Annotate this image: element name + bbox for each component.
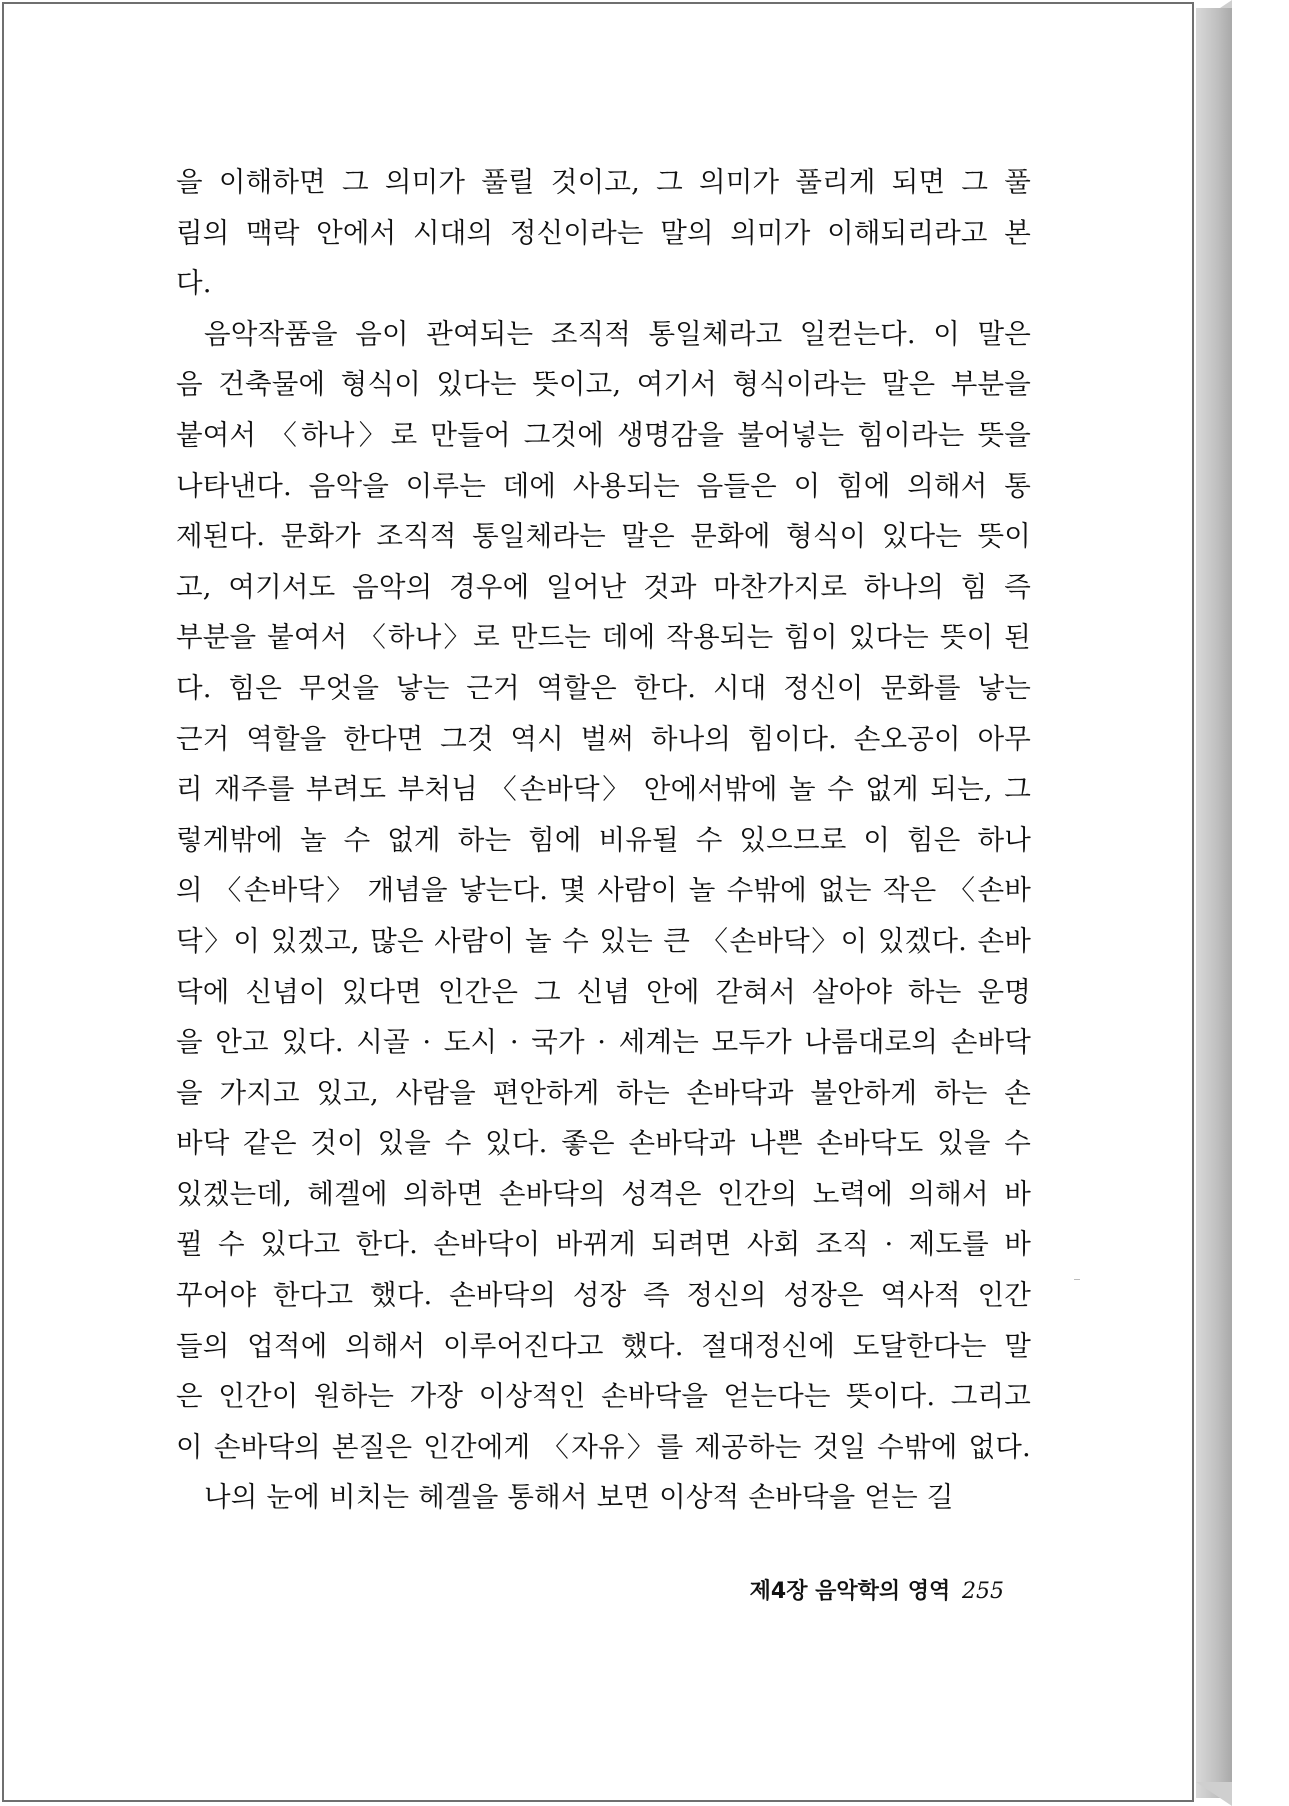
text-line: 렇게밖에 놀 수 없게 하는 힘에 비유될 수 있으므로 이 힘은 하나 [176, 823, 1031, 856]
text-line: 다. [176, 267, 212, 300]
scan-speck [1074, 1279, 1080, 1280]
text-line: 붙여서 〈하나〉로 만들어 그것에 생명감을 불어넣는 힘이라는 뜻을 [176, 418, 1031, 451]
text-line: 뀔 수 있다고 한다. 손바닥이 바뀌게 되려면 사회 조직 · 제도를 바 [176, 1228, 1031, 1261]
text-line: 음 건축물에 형식이 있다는 뜻이고, 여기서 형식이라는 말은 부분을 [176, 368, 1031, 401]
text-line: 나타낸다. 음악을 이루는 데에 사용되는 음들은 이 힘에 의해서 통 [176, 469, 1031, 502]
text-line: 있겠는데, 헤겔에 의하면 손바닥의 성격은 인간의 노력에 의해서 바 [176, 1177, 1031, 1210]
page-stack-bottom [1196, 1782, 1232, 1806]
text-line: 바닥 같은 것이 있을 수 있다. 좋은 손바닥과 나쁜 손바닥도 있을 수 [176, 1127, 1031, 1160]
text-line: 은 인간이 원하는 가장 이상적인 손바닥을 얻는다는 뜻이다. 그리고 [176, 1380, 1031, 1413]
text-line: 을 이해하면 그 의미가 풀릴 것이고, 그 의미가 풀리게 되면 그 풀 [176, 166, 1031, 198]
body-text [176, 157, 1031, 1523]
text-line: 꾸어야 한다고 했다. 손바닥의 성장 즉 정신의 성장은 역사적 인간 [176, 1279, 1031, 1312]
text-line: 들의 업적에 의해서 이루어진다고 했다. 절대정신에 도달한다는 말 [176, 1329, 1031, 1362]
text-line: 다. 힘은 무엇을 낳는 근거 역할은 한다. 시대 정신이 문화를 낳는 [176, 671, 1031, 704]
text-line: 근거 역할을 한다면 그것 역시 벌써 하나의 힘이다. 손오공이 아무 [176, 722, 1031, 755]
text-line: 제된다. 문화가 조직적 통일체라는 말은 문화에 형식이 있다는 뜻이 [176, 520, 1031, 553]
text-line: 을 가지고 있고, 사람을 편안하게 하는 손바닥과 불안하게 하는 손 [176, 1076, 1031, 1109]
book-page [2, 2, 1194, 1802]
text-line: 의 〈손바닥〉 개념을 낳는다. 몇 사람이 놀 수밖에 없는 작은 〈손바 [176, 874, 1031, 907]
chapter-title: 제4장 음악학의 영역 [749, 1579, 951, 1604]
text-line: 림의 맥락 안에서 시대의 정신이라는 말의 의미가 이해되리라고 본 [176, 216, 1031, 249]
text-line: 이 손바닥의 본질은 인간에게 〈자유〉를 제공하는 것일 수밖에 없다. [176, 1430, 1031, 1463]
text-line: 나의 눈에 비치는 헤겔을 통해서 보면 이상적 손바닥을 얻는 길 [204, 1481, 954, 1514]
page-stack-edge [1196, 8, 1232, 1798]
text-line: 닥〉이 있겠고, 많은 사람이 놀 수 있는 큰 〈손바닥〉이 있겠다. 손바 [176, 924, 1031, 957]
text-line: 부분을 붙여서 〈하나〉로 만드는 데에 작용되는 힘이 있다는 뜻이 된 [176, 621, 1031, 654]
text-line: 고, 여기서도 음악의 경우에 일어난 것과 마찬가지로 하나의 힘 즉 [176, 570, 1031, 603]
text-line: 닥에 신념이 있다면 인간은 그 신념 안에 갇혀서 살아야 하는 운명 [176, 975, 1031, 1008]
text-line: 음악작품을 음이 관여되는 조직적 통일체라고 일컫는다. 이 말은 [204, 317, 1031, 350]
running-footer [704, 1574, 1004, 1605]
text-line: 리 재주를 부려도 부처님 〈손바닥〉 안에서밖에 놀 수 없게 되는, 그 [176, 773, 1031, 806]
text-line: 을 안고 있다. 시골 · 도시 · 국가 · 세계는 모두가 나름대로의 손바닥 [176, 1026, 1031, 1059]
page-number: 255 [962, 1579, 1004, 1604]
